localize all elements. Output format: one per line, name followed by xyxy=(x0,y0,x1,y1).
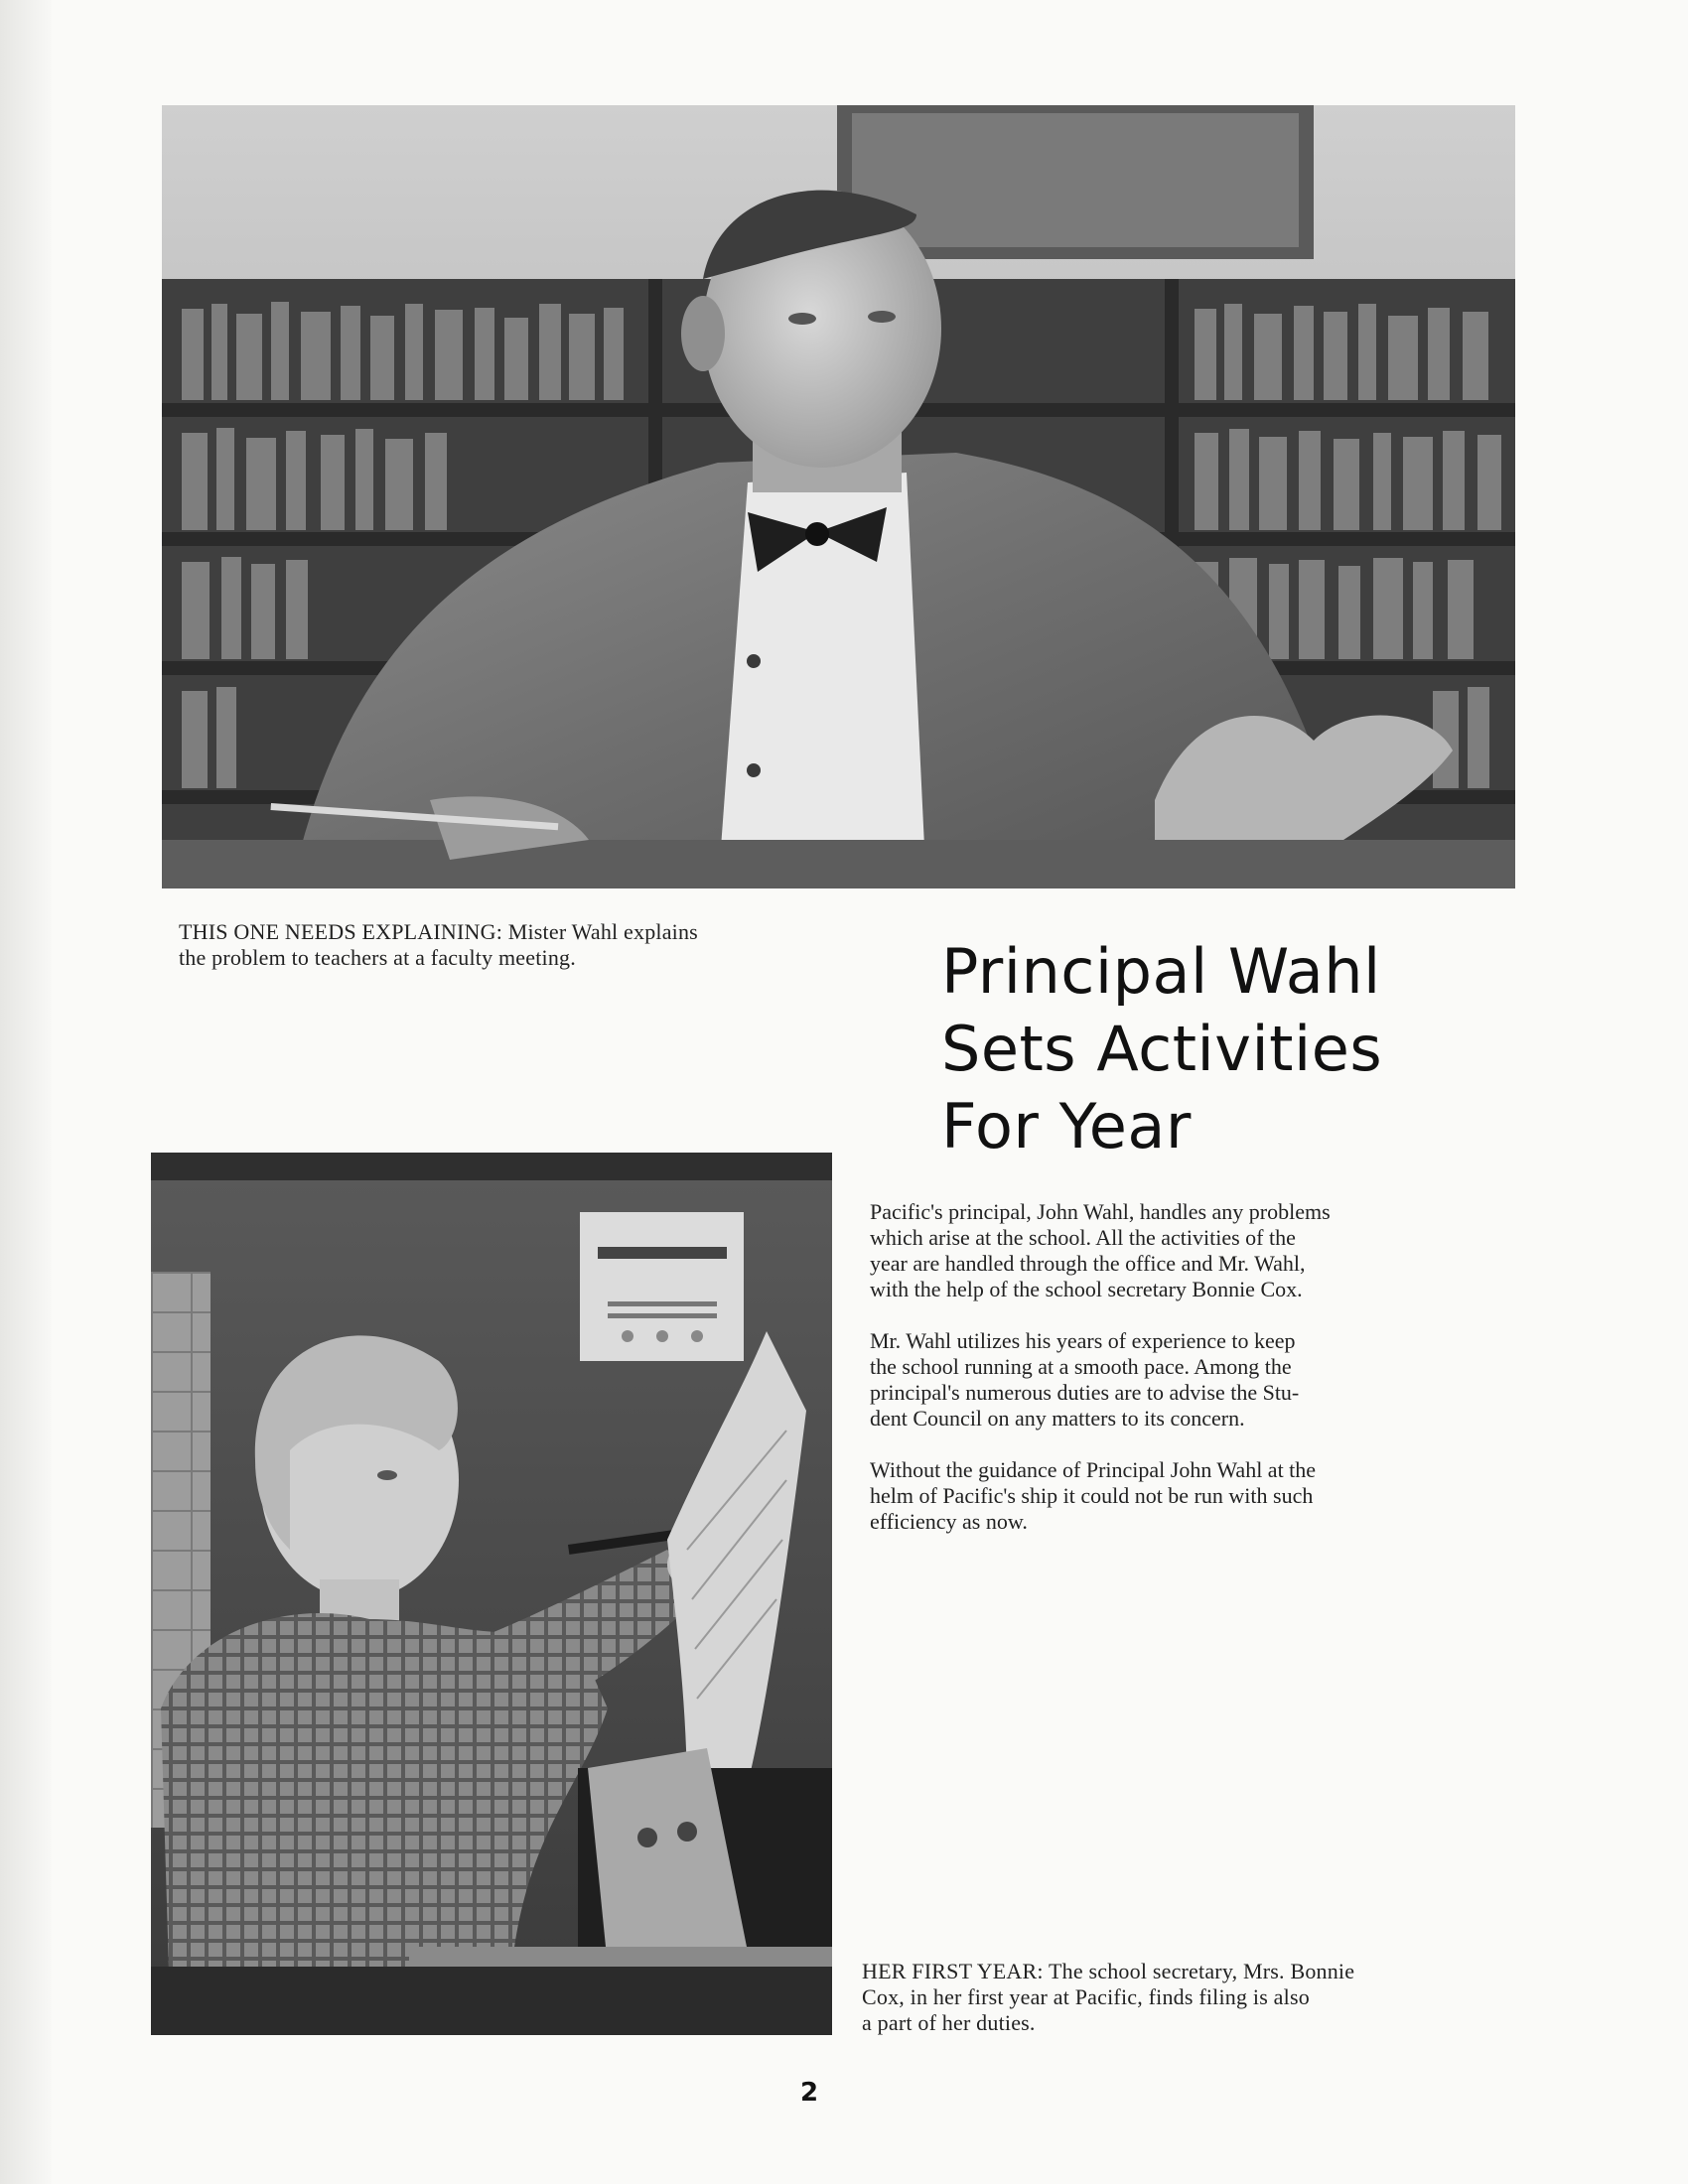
article-paragraph: Without the guidance of Principal John Wahl at the helm of Pacific's ship it could not be run with such efficiency as now. xyxy=(870,1457,1317,1534)
principal-photo xyxy=(162,105,1515,888)
page-binding-edge xyxy=(0,0,52,2184)
secretary-photo-caption: HER FIRST YEAR: The school secretary, Mrs. Bonnie Cox, in her first year at Pacific, finds filing is also a part of her duties. xyxy=(862,1959,1355,2035)
page-number: 2 xyxy=(799,2078,819,2108)
principal-photo-illustration xyxy=(162,105,1515,888)
article-headline: Principal Wahl Sets Activities For Year xyxy=(941,935,1383,1162)
article-paragraph: Mr. Wahl utilizes his years of experience to keep the school running at a smooth pace. Among the principal's numerous duties are to advise the Stu- dent Council on any matters to its concern. xyxy=(870,1328,1300,1431)
article-body xyxy=(870,1199,1525,1561)
secretary-photo xyxy=(151,1153,832,2035)
article-paragraph: Pacific's principal, John Wahl, handles any problems which arise at the school. All the activities of the year are handled through the office and Mr. Wahl, with the help of the school secretary Bonnie Cox. xyxy=(870,1199,1331,1301)
secretary-photo-illustration xyxy=(151,1153,832,2035)
principal-photo-caption: THIS ONE NEEDS EXPLAINING: Mister Wahl explains the problem to teachers at a faculty meeting. xyxy=(179,919,698,970)
